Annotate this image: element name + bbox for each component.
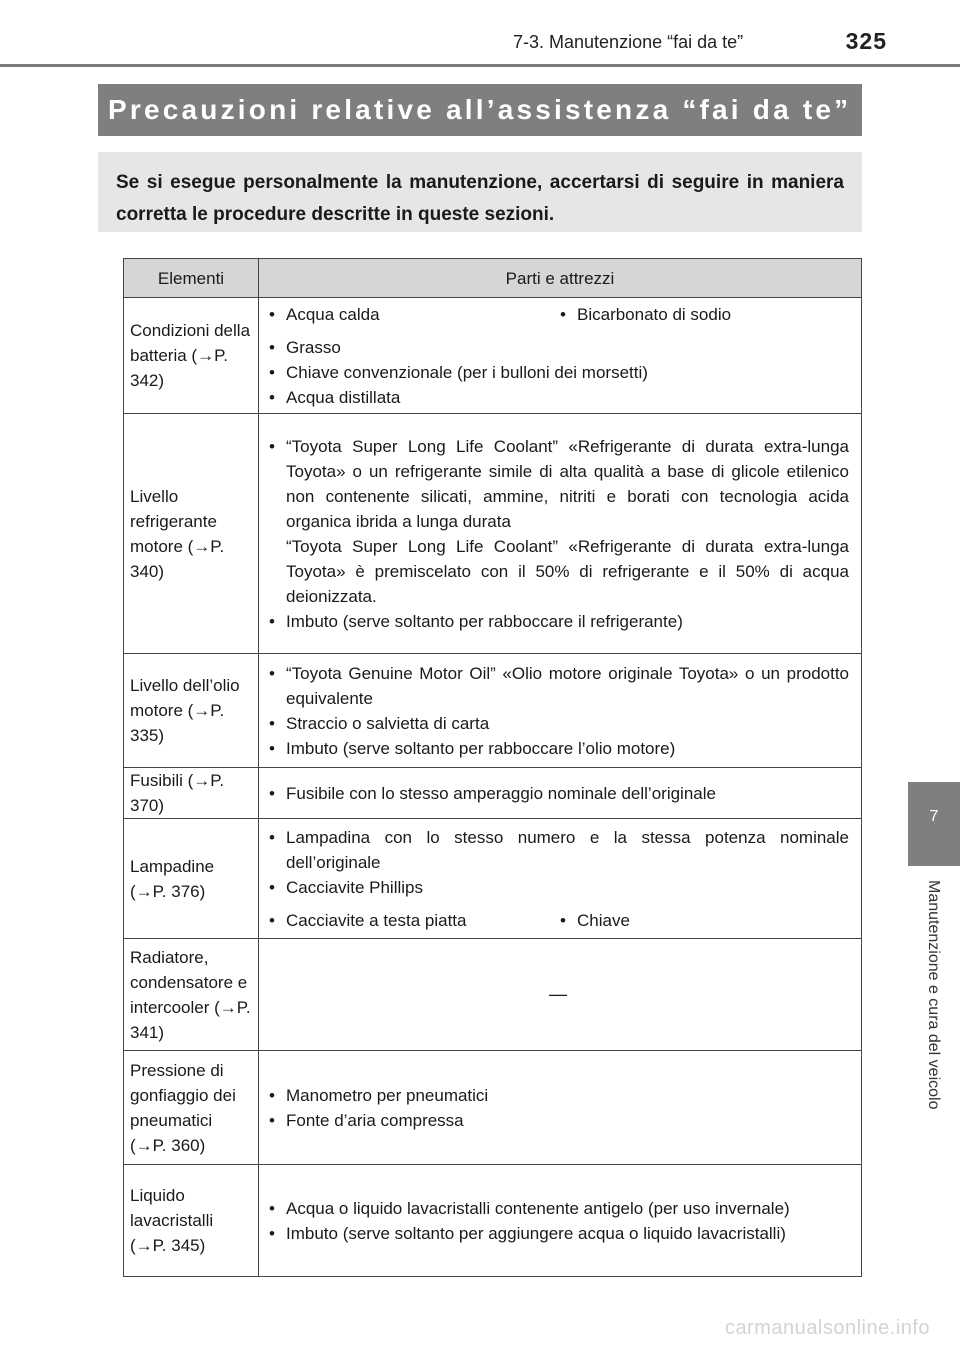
parts-list [267, 781, 849, 806]
section-reference: 7-3. Manutenzione “fai da te” [513, 32, 744, 52]
list-item: • Acqua o liquido lavacristalli contenente antigelo (per uso invernale) [267, 1196, 849, 1221]
list-item: • Straccio o salvietta di carta [267, 711, 849, 736]
parts-pair [267, 302, 849, 327]
empty-dash: — [259, 939, 862, 1051]
list-item: • Manometro per pneumatici [267, 1083, 849, 1108]
table-row [124, 819, 862, 939]
header-rule [0, 64, 960, 67]
parts-cell [259, 819, 862, 939]
parts-cell [259, 1165, 862, 1277]
coolant-spec: “Toyota Super Long Life Coolant” «Refrigerante di durata extra-lunga Toyota» o un refrigerante simile di alta qualità a base di glicole etilenico non contenente silicati, ammine, nitriti e borati con tecnologia acida organica ibrida a lunga durata [286, 436, 849, 531]
parts-list [267, 825, 849, 900]
running-header [0, 0, 960, 66]
parts-cell [259, 298, 862, 414]
watermark: carmanualsonline.info [724, 1317, 930, 1339]
page-title: Precauzioni relative all’assistenza “fai da te” [98, 84, 862, 136]
list-item [267, 434, 849, 609]
coolant-note: “Toyota Super Long Life Coolant” «Refrigerante di durata extra-lunga Toyota» è premiscelato con il 50% di refrigerante e il 50% di acqua deionizzata. [286, 536, 849, 606]
list-item: • Chiave convenzionale (per i bulloni dei morsetti) [267, 360, 849, 385]
element-cell: Radiatore, condensatore e intercooler (→P. 341) [124, 939, 259, 1051]
intro-text: Se si esegue personalmente la manutenzione, accertarsi di seguire in maniera corretta le procedure descritte in queste sezioni. [98, 152, 862, 232]
list-item: • Bicarbonato di sodio [558, 302, 849, 327]
list-item: • Imbuto (serve soltanto per aggiungere acqua o liquido lavacristalli) [267, 1221, 849, 1246]
parts-cell [259, 1051, 862, 1165]
list-item: • “Toyota Genuine Motor Oil” «Olio motore originale Toyota» o un prodotto equivalente [267, 661, 849, 711]
table-row [124, 768, 862, 819]
element-cell: Liquido lavacristalli (→P. 345) [124, 1165, 259, 1277]
parts-list [267, 661, 849, 761]
list-item: • Grasso [267, 335, 849, 360]
table-row [124, 414, 862, 654]
parts-pair [267, 908, 849, 933]
element-cell: Condizioni della batteria (→P. 342) [124, 298, 259, 414]
element-cell: Livello refrigerante motore (→P. 340) [124, 414, 259, 654]
parts-table [123, 258, 862, 1277]
parts-cell [259, 768, 862, 819]
table-row [124, 1165, 862, 1277]
chapter-label: Manutenzione e cura del veicolo [925, 880, 942, 1110]
list-item: • Imbuto (serve soltanto per rabboccare l’olio motore) [267, 736, 849, 761]
list-item: • Cacciavite a testa piatta [267, 908, 558, 933]
list-item: • Chiave [558, 908, 849, 933]
list-item: • Cacciavite Phillips [267, 875, 849, 900]
page-number: 325 [845, 28, 887, 54]
column-header-elements: Elementi [124, 259, 259, 298]
list-item: • Acqua distillata [267, 385, 849, 410]
table-row [124, 298, 862, 414]
parts-list [267, 1083, 849, 1133]
list-item: • Acqua calda [267, 302, 558, 327]
list-item: • Fonte d’aria compressa [267, 1108, 849, 1133]
element-cell: Lampadine (→P. 376) [124, 819, 259, 939]
list-item: • Imbuto (serve soltanto per rabboccare il refrigerante) [267, 609, 849, 634]
column-header-parts: Parti e attrezzi [259, 259, 862, 298]
parts-list [267, 335, 849, 410]
list-item: • Lampadina con lo stesso numero e la stessa potenza nominale dell’originale [267, 825, 849, 875]
element-cell: Livello dell’olio motore (→P. 335) [124, 654, 259, 768]
list-item: • Fusibile con lo stesso amperaggio nominale dell’originale [267, 781, 849, 806]
parts-list [267, 1196, 849, 1246]
parts-cell [259, 414, 862, 654]
table-row [124, 654, 862, 768]
table-row [124, 1051, 862, 1165]
element-cell: Fusibili (→P. 370) [124, 768, 259, 819]
table-row [124, 939, 862, 1051]
element-cell: Pressione di gonfiaggio dei pneumatici (→P. 360) [124, 1051, 259, 1165]
chapter-tab: 7 [908, 782, 960, 866]
parts-cell [259, 654, 862, 768]
parts-list [267, 434, 849, 634]
table-header-row [124, 259, 862, 298]
